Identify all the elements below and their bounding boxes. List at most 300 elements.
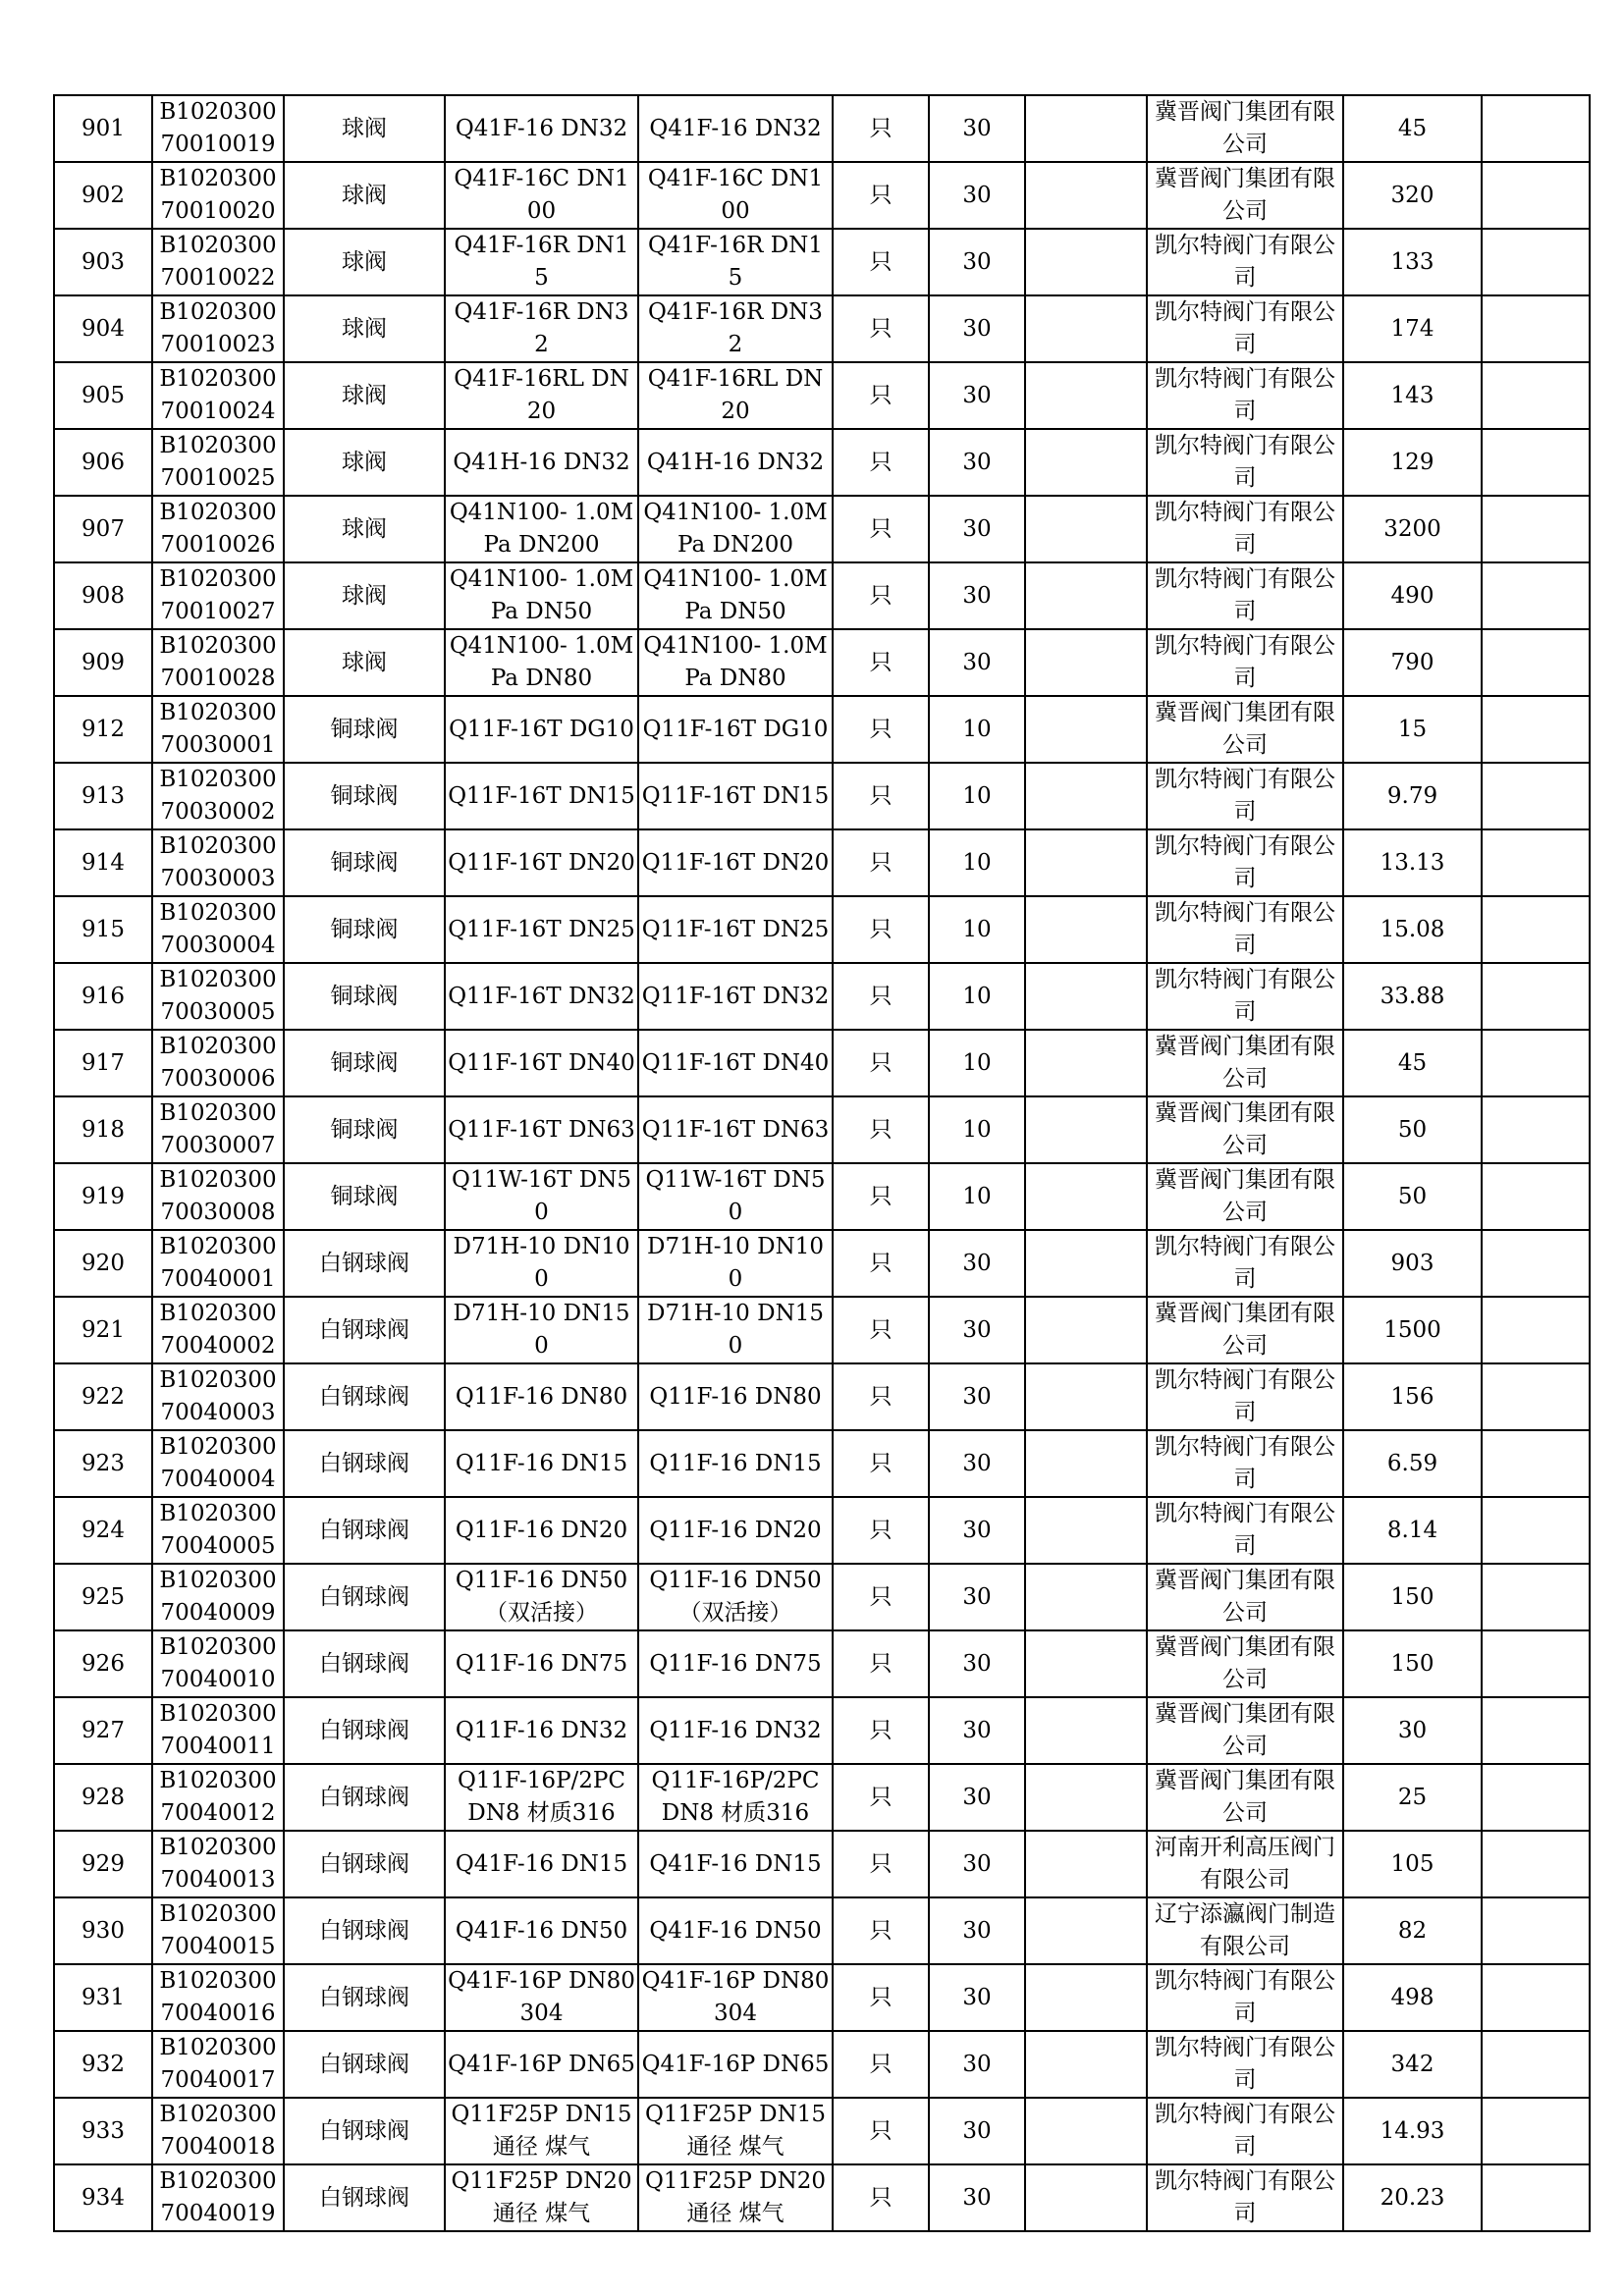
quantity-cell: 30 [929, 1630, 1025, 1697]
table-row [54, 629, 1590, 696]
remark-cell [1482, 963, 1590, 1030]
model-cell: Q11F-16T DN25 [638, 896, 833, 963]
unit-price-cell: 133 [1343, 229, 1482, 295]
row-number-cell: 906 [54, 429, 152, 496]
quantity-cell: 30 [929, 162, 1025, 229]
item-name-cell: 白钢球阀 [284, 2098, 445, 2164]
row-number-cell: 926 [54, 1630, 152, 1697]
unit-cell: 只 [833, 1831, 929, 1897]
specification-cell: Q11W-16T DN50 [445, 1163, 638, 1230]
manufacturer-cell: 冀晋阀门集团有限公司 [1147, 1096, 1343, 1163]
unit-cell: 只 [833, 2164, 929, 2231]
table-row [54, 1297, 1590, 1363]
unit-price-cell: 45 [1343, 95, 1482, 162]
model-cell: Q11F-16 DN15 [638, 1430, 833, 1497]
table-row [54, 1697, 1590, 1764]
unit-price-cell: 8.14 [1343, 1497, 1482, 1564]
table-row [54, 1030, 1590, 1096]
table-row [54, 229, 1590, 295]
item-name-cell: 白钢球阀 [284, 2164, 445, 2231]
row-number-cell: 901 [54, 95, 152, 162]
note-cell [1025, 1163, 1147, 1230]
quantity-cell: 30 [929, 1964, 1025, 2031]
unit-price-cell: 82 [1343, 1897, 1482, 1964]
item-name-cell: 铜球阀 [284, 829, 445, 896]
model-cell: Q41N100- 1.0MPa DN80 [638, 629, 833, 696]
quantity-cell: 30 [929, 1564, 1025, 1630]
table-row [54, 362, 1590, 429]
item-name-cell: 球阀 [284, 429, 445, 496]
model-cell: Q41F-16P DN80 304 [638, 1964, 833, 2031]
model-cell: D71H-10 DN150 [638, 1297, 833, 1363]
quantity-cell: 30 [929, 1764, 1025, 1831]
note-cell [1025, 1630, 1147, 1697]
table-row [54, 896, 1590, 963]
note-cell [1025, 229, 1147, 295]
quantity-cell: 30 [929, 1831, 1025, 1897]
note-cell [1025, 963, 1147, 1030]
remark-cell [1482, 629, 1590, 696]
unit-cell: 只 [833, 1230, 929, 1297]
unit-cell: 只 [833, 1564, 929, 1630]
manufacturer-cell: 凯尔特阀门有限公司 [1147, 963, 1343, 1030]
model-cell: Q11F-16 DN32 [638, 1697, 833, 1764]
unit-cell: 只 [833, 2098, 929, 2164]
quantity-cell: 30 [929, 2031, 1025, 2098]
unit-cell: 只 [833, 1964, 929, 2031]
material-code-cell: B1020300 70030004 [152, 896, 284, 963]
quantity-cell: 30 [929, 95, 1025, 162]
model-cell: Q11F-16T DN32 [638, 963, 833, 1030]
unit-cell: 只 [833, 1297, 929, 1363]
remark-cell [1482, 1697, 1590, 1764]
item-name-cell: 球阀 [284, 362, 445, 429]
unit-price-cell: 129 [1343, 429, 1482, 496]
table-body [54, 95, 1590, 2231]
unit-price-cell: 156 [1343, 1363, 1482, 1430]
table-row [54, 162, 1590, 229]
item-name-cell: 铜球阀 [284, 1096, 445, 1163]
row-number-cell: 925 [54, 1564, 152, 1630]
price-table [53, 94, 1591, 2232]
table-row [54, 95, 1590, 162]
manufacturer-cell: 凯尔特阀门有限公司 [1147, 763, 1343, 829]
note-cell [1025, 1764, 1147, 1831]
manufacturer-cell: 冀晋阀门集团有限公司 [1147, 1163, 1343, 1230]
model-cell: Q11F-16T DN63 [638, 1096, 833, 1163]
specification-cell: Q41F-16 DN50 [445, 1897, 638, 1964]
unit-price-cell: 3200 [1343, 496, 1482, 562]
specification-cell: Q11F-16 DN32 [445, 1697, 638, 1764]
table-row [54, 2164, 1590, 2231]
model-cell: Q11F-16 DN80 [638, 1363, 833, 1430]
specification-cell: Q41N100- 1.0MPa DN80 [445, 629, 638, 696]
item-name-cell: 铜球阀 [284, 1030, 445, 1096]
note-cell [1025, 2098, 1147, 2164]
table-row [54, 1363, 1590, 1430]
remark-cell [1482, 562, 1590, 629]
row-number-cell: 909 [54, 629, 152, 696]
model-cell: Q11F-16 DN20 [638, 1497, 833, 1564]
quantity-cell: 30 [929, 629, 1025, 696]
table-row [54, 1897, 1590, 1964]
manufacturer-cell: 冀晋阀门集团有限公司 [1147, 696, 1343, 763]
material-code-cell: B1020300 70010025 [152, 429, 284, 496]
manufacturer-cell: 冀晋阀门集团有限公司 [1147, 1764, 1343, 1831]
item-name-cell: 白钢球阀 [284, 1497, 445, 1564]
item-name-cell: 白钢球阀 [284, 1230, 445, 1297]
manufacturer-cell: 凯尔特阀门有限公司 [1147, 2098, 1343, 2164]
material-code-cell: B1020300 70040004 [152, 1430, 284, 1497]
model-cell: Q11F-16 DN75 [638, 1630, 833, 1697]
quantity-cell: 10 [929, 829, 1025, 896]
material-code-cell: B1020300 70040012 [152, 1764, 284, 1831]
table-row [54, 1564, 1590, 1630]
specification-cell: Q41F-16C DN100 [445, 162, 638, 229]
table-row [54, 1096, 1590, 1163]
manufacturer-cell: 河南开利高压阀门有限公司 [1147, 1831, 1343, 1897]
manufacturer-cell: 凯尔特阀门有限公司 [1147, 1230, 1343, 1297]
row-number-cell: 934 [54, 2164, 152, 2231]
quantity-cell: 10 [929, 696, 1025, 763]
specification-cell: Q11F-16T DN40 [445, 1030, 638, 1096]
manufacturer-cell: 凯尔特阀门有限公司 [1147, 429, 1343, 496]
item-name-cell: 球阀 [284, 562, 445, 629]
material-code-cell: B1020300 70030005 [152, 963, 284, 1030]
material-code-cell: B1020300 70040010 [152, 1630, 284, 1697]
unit-cell: 只 [833, 1163, 929, 1230]
quantity-cell: 10 [929, 1030, 1025, 1096]
remark-cell [1482, 696, 1590, 763]
material-code-cell: B1020300 70030007 [152, 1096, 284, 1163]
unit-cell: 只 [833, 1030, 929, 1096]
note-cell [1025, 629, 1147, 696]
quantity-cell: 30 [929, 1297, 1025, 1363]
table-row [54, 496, 1590, 562]
specification-cell: Q41F-16R DN32 [445, 295, 638, 362]
remark-cell [1482, 362, 1590, 429]
remark-cell [1482, 429, 1590, 496]
specification-cell: Q11F-16T DN20 [445, 829, 638, 896]
model-cell: Q11F25P DN15 通径 煤气 [638, 2098, 833, 2164]
quantity-cell: 30 [929, 1230, 1025, 1297]
note-cell [1025, 1564, 1147, 1630]
remark-cell [1482, 1831, 1590, 1897]
note-cell [1025, 1030, 1147, 1096]
unit-cell: 只 [833, 429, 929, 496]
material-code-cell: B1020300 70040001 [152, 1230, 284, 1297]
item-name-cell: 白钢球阀 [284, 1897, 445, 1964]
model-cell: Q41F-16P DN65 [638, 2031, 833, 2098]
remark-cell [1482, 1363, 1590, 1430]
unit-cell: 只 [833, 763, 929, 829]
remark-cell [1482, 763, 1590, 829]
unit-cell: 只 [833, 362, 929, 429]
material-code-cell: B1020300 70040011 [152, 1697, 284, 1764]
manufacturer-cell: 凯尔特阀门有限公司 [1147, 362, 1343, 429]
quantity-cell: 30 [929, 496, 1025, 562]
manufacturer-cell: 凯尔特阀门有限公司 [1147, 896, 1343, 963]
unit-cell: 只 [833, 829, 929, 896]
manufacturer-cell: 冀晋阀门集团有限公司 [1147, 162, 1343, 229]
unit-cell: 只 [833, 1430, 929, 1497]
material-code-cell: B1020300 70040015 [152, 1897, 284, 1964]
specification-cell: Q11F-16T DN25 [445, 896, 638, 963]
model-cell: Q41N100- 1.0MPa DN200 [638, 496, 833, 562]
unit-price-cell: 50 [1343, 1096, 1482, 1163]
material-code-cell: B1020300 70010028 [152, 629, 284, 696]
specification-cell: Q41F-16R DN15 [445, 229, 638, 295]
model-cell: Q41F-16 DN32 [638, 95, 833, 162]
remark-cell [1482, 896, 1590, 963]
unit-cell: 只 [833, 229, 929, 295]
row-number-cell: 907 [54, 496, 152, 562]
note-cell [1025, 429, 1147, 496]
unit-price-cell: 6.59 [1343, 1430, 1482, 1497]
material-code-cell: B1020300 70030003 [152, 829, 284, 896]
manufacturer-cell: 辽宁添瀛阀门制造有限公司 [1147, 1897, 1343, 1964]
item-name-cell: 白钢球阀 [284, 1297, 445, 1363]
note-cell [1025, 1363, 1147, 1430]
manufacturer-cell: 凯尔特阀门有限公司 [1147, 1363, 1343, 1430]
material-code-cell: B1020300 70040017 [152, 2031, 284, 2098]
note-cell [1025, 1964, 1147, 2031]
remark-cell [1482, 1163, 1590, 1230]
unit-cell: 只 [833, 1630, 929, 1697]
manufacturer-cell: 冀晋阀门集团有限公司 [1147, 1697, 1343, 1764]
remark-cell [1482, 2031, 1590, 2098]
row-number-cell: 918 [54, 1096, 152, 1163]
item-name-cell: 球阀 [284, 496, 445, 562]
table-row [54, 829, 1590, 896]
model-cell: Q11F-16T DN15 [638, 763, 833, 829]
note-cell [1025, 2164, 1147, 2231]
specification-cell: Q41F-16P DN80 304 [445, 1964, 638, 2031]
manufacturer-cell: 凯尔特阀门有限公司 [1147, 629, 1343, 696]
remark-cell [1482, 1297, 1590, 1363]
unit-price-cell: 14.93 [1343, 2098, 1482, 2164]
material-code-cell: B1020300 70040013 [152, 1831, 284, 1897]
item-name-cell: 白钢球阀 [284, 1831, 445, 1897]
unit-cell: 只 [833, 1096, 929, 1163]
note-cell [1025, 1297, 1147, 1363]
remark-cell [1482, 229, 1590, 295]
material-code-cell: B1020300 70030001 [152, 696, 284, 763]
quantity-cell: 30 [929, 429, 1025, 496]
row-number-cell: 916 [54, 963, 152, 1030]
manufacturer-cell: 凯尔特阀门有限公司 [1147, 229, 1343, 295]
specification-cell: Q11F-16P/2PC DN8 材质316 [445, 1764, 638, 1831]
unit-price-cell: 490 [1343, 562, 1482, 629]
model-cell: D71H-10 DN100 [638, 1230, 833, 1297]
note-cell [1025, 362, 1147, 429]
material-code-cell: B1020300 70040016 [152, 1964, 284, 2031]
unit-cell: 只 [833, 2031, 929, 2098]
specification-cell: Q11F-16T DN15 [445, 763, 638, 829]
item-name-cell: 白钢球阀 [284, 1964, 445, 2031]
note-cell [1025, 1897, 1147, 1964]
manufacturer-cell: 凯尔特阀门有限公司 [1147, 2164, 1343, 2231]
table-row [54, 1964, 1590, 2031]
remark-cell [1482, 95, 1590, 162]
item-name-cell: 球阀 [284, 295, 445, 362]
material-code-cell: B1020300 70030006 [152, 1030, 284, 1096]
model-cell: Q41F-16RL DN20 [638, 362, 833, 429]
table-row [54, 1497, 1590, 1564]
unit-price-cell: 150 [1343, 1564, 1482, 1630]
note-cell [1025, 496, 1147, 562]
model-cell: Q11W-16T DN50 [638, 1163, 833, 1230]
row-number-cell: 905 [54, 362, 152, 429]
quantity-cell: 30 [929, 1697, 1025, 1764]
specification-cell: Q11F-16T DG10 [445, 696, 638, 763]
note-cell [1025, 1497, 1147, 1564]
item-name-cell: 白钢球阀 [284, 1430, 445, 1497]
item-name-cell: 白钢球阀 [284, 1630, 445, 1697]
note-cell [1025, 1430, 1147, 1497]
item-name-cell: 铜球阀 [284, 1163, 445, 1230]
row-number-cell: 904 [54, 295, 152, 362]
row-number-cell: 922 [54, 1363, 152, 1430]
unit-cell: 只 [833, 1897, 929, 1964]
row-number-cell: 920 [54, 1230, 152, 1297]
unit-price-cell: 150 [1343, 1630, 1482, 1697]
remark-cell [1482, 1497, 1590, 1564]
material-code-cell: B1020300 70040009 [152, 1564, 284, 1630]
table-row [54, 2098, 1590, 2164]
quantity-cell: 30 [929, 1430, 1025, 1497]
material-code-cell: B1020300 70040003 [152, 1363, 284, 1430]
row-number-cell: 923 [54, 1430, 152, 1497]
unit-price-cell: 790 [1343, 629, 1482, 696]
row-number-cell: 921 [54, 1297, 152, 1363]
row-number-cell: 917 [54, 1030, 152, 1096]
remark-cell [1482, 1096, 1590, 1163]
unit-price-cell: 342 [1343, 2031, 1482, 2098]
specification-cell: D71H-10 DN100 [445, 1230, 638, 1297]
specification-cell: D71H-10 DN150 [445, 1297, 638, 1363]
specification-cell: Q11F25P DN15 通径 煤气 [445, 2098, 638, 2164]
manufacturer-cell: 冀晋阀门集团有限公司 [1147, 95, 1343, 162]
unit-cell: 只 [833, 963, 929, 1030]
row-number-cell: 928 [54, 1764, 152, 1831]
unit-price-cell: 15.08 [1343, 896, 1482, 963]
item-name-cell: 铜球阀 [284, 763, 445, 829]
remark-cell [1482, 1964, 1590, 2031]
quantity-cell: 30 [929, 562, 1025, 629]
specification-cell: Q11F25P DN20 通径 煤气 [445, 2164, 638, 2231]
item-name-cell: 球阀 [284, 629, 445, 696]
quantity-cell: 30 [929, 229, 1025, 295]
unit-price-cell: 1500 [1343, 1297, 1482, 1363]
remark-cell [1482, 1030, 1590, 1096]
remark-cell [1482, 2164, 1590, 2231]
unit-cell: 只 [833, 1764, 929, 1831]
quantity-cell: 10 [929, 1163, 1025, 1230]
item-name-cell: 白钢球阀 [284, 1363, 445, 1430]
unit-price-cell: 498 [1343, 1964, 1482, 2031]
table-row [54, 1230, 1590, 1297]
remark-cell [1482, 295, 1590, 362]
remark-cell [1482, 496, 1590, 562]
table-row [54, 2031, 1590, 2098]
model-cell: Q41F-16R DN15 [638, 229, 833, 295]
note-cell [1025, 162, 1147, 229]
specification-cell: Q11F-16 DN80 [445, 1363, 638, 1430]
manufacturer-cell: 凯尔特阀门有限公司 [1147, 2031, 1343, 2098]
remark-cell [1482, 829, 1590, 896]
material-code-cell: B1020300 70010019 [152, 95, 284, 162]
unit-cell: 只 [833, 95, 929, 162]
table-row [54, 1163, 1590, 1230]
row-number-cell: 914 [54, 829, 152, 896]
item-name-cell: 球阀 [284, 162, 445, 229]
unit-cell: 只 [833, 562, 929, 629]
note-cell [1025, 896, 1147, 963]
remark-cell [1482, 1764, 1590, 1831]
note-cell [1025, 562, 1147, 629]
material-code-cell: B1020300 70010027 [152, 562, 284, 629]
material-code-cell: B1020300 70030008 [152, 1163, 284, 1230]
item-name-cell: 铜球阀 [284, 696, 445, 763]
unit-cell: 只 [833, 162, 929, 229]
note-cell [1025, 763, 1147, 829]
specification-cell: Q41N100- 1.0MPa DN50 [445, 562, 638, 629]
row-number-cell: 929 [54, 1831, 152, 1897]
unit-price-cell: 30 [1343, 1697, 1482, 1764]
manufacturer-cell: 冀晋阀门集团有限公司 [1147, 1630, 1343, 1697]
model-cell: Q11F-16P/2PC DN8 材质316 [638, 1764, 833, 1831]
item-name-cell: 球阀 [284, 229, 445, 295]
manufacturer-cell: 冀晋阀门集团有限公司 [1147, 1564, 1343, 1630]
unit-cell: 只 [833, 295, 929, 362]
note-cell [1025, 1096, 1147, 1163]
remark-cell [1482, 1430, 1590, 1497]
unit-price-cell: 174 [1343, 295, 1482, 362]
table-row [54, 1630, 1590, 1697]
table-row [54, 763, 1590, 829]
unit-price-cell: 45 [1343, 1030, 1482, 1096]
manufacturer-cell: 凯尔特阀门有限公司 [1147, 295, 1343, 362]
unit-price-cell: 903 [1343, 1230, 1482, 1297]
model-cell: Q11F-16T DG10 [638, 696, 833, 763]
table-row [54, 696, 1590, 763]
material-code-cell: B1020300 70010022 [152, 229, 284, 295]
model-cell: Q11F-16T DN20 [638, 829, 833, 896]
specification-cell: Q11F-16 DN75 [445, 1630, 638, 1697]
quantity-cell: 10 [929, 963, 1025, 1030]
quantity-cell: 30 [929, 362, 1025, 429]
item-name-cell: 白钢球阀 [284, 1764, 445, 1831]
unit-price-cell: 15 [1343, 696, 1482, 763]
specification-cell: Q41H-16 DN32 [445, 429, 638, 496]
specification-cell: Q11F-16 DN50 （双活接） [445, 1564, 638, 1630]
note-cell [1025, 95, 1147, 162]
remark-cell [1482, 1897, 1590, 1964]
manufacturer-cell: 冀晋阀门集团有限公司 [1147, 1030, 1343, 1096]
item-name-cell: 铜球阀 [284, 963, 445, 1030]
note-cell [1025, 829, 1147, 896]
model-cell: Q41F-16 DN50 [638, 1897, 833, 1964]
material-code-cell: B1020300 70010024 [152, 362, 284, 429]
quantity-cell: 30 [929, 1363, 1025, 1430]
unit-cell: 只 [833, 696, 929, 763]
model-cell: Q11F-16 DN50 （双活接） [638, 1564, 833, 1630]
manufacturer-cell: 凯尔特阀门有限公司 [1147, 562, 1343, 629]
row-number-cell: 912 [54, 696, 152, 763]
unit-cell: 只 [833, 1697, 929, 1764]
manufacturer-cell: 凯尔特阀门有限公司 [1147, 1964, 1343, 2031]
